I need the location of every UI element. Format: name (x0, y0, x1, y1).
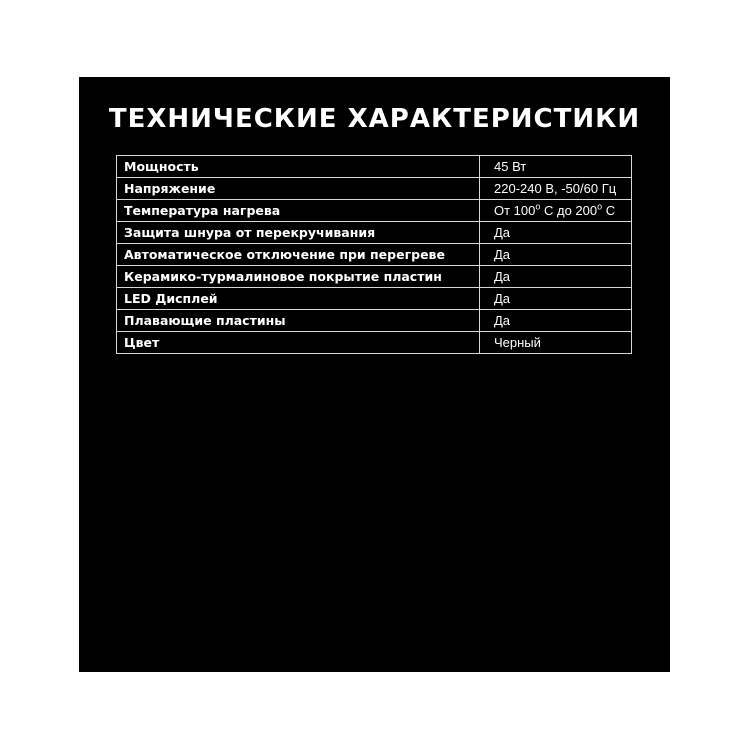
spec-value: Да (480, 244, 632, 266)
specs-table (116, 155, 632, 354)
spec-value: Да (480, 310, 632, 332)
spec-param: Мощность (117, 156, 480, 178)
spec-value: Черный (480, 332, 632, 354)
page-title: ТЕХНИЧЕСКИЕ ХАРАКТЕРИСТИКИ (108, 104, 641, 134)
table-row (117, 178, 632, 200)
table-row (117, 244, 632, 266)
spec-value: Да (480, 266, 632, 288)
specs-panel (79, 77, 670, 672)
spec-param: Керамико-турмалиновое покрытие пластин (117, 266, 480, 288)
spec-param: Напряжение (117, 178, 480, 200)
temp-unit-text: С (602, 203, 616, 218)
degree-mark: о (597, 201, 603, 212)
spec-value: Да (480, 222, 632, 244)
spec-param: Цвет (117, 332, 480, 354)
spec-param: Плавающие пластины (117, 310, 480, 332)
temp-from-text: От 100 (494, 203, 536, 218)
table-row (117, 310, 632, 332)
spec-param: LED Дисплей (117, 288, 480, 310)
table-row (117, 222, 632, 244)
table-row (117, 156, 632, 178)
spec-value: 45 Вт (480, 156, 632, 178)
spec-param: Защита шнура от перекручивания (117, 222, 480, 244)
spec-param: Автоматическое отключение при перегреве (117, 244, 480, 266)
table-row (117, 200, 632, 222)
table-row (117, 332, 632, 354)
spec-value: 220-240 В, -50/60 Гц (480, 178, 632, 200)
table-row (117, 288, 632, 310)
degree-mark: о (535, 201, 541, 212)
spec-value: Да (480, 288, 632, 310)
spec-param: Температура нагрева (117, 200, 480, 222)
temp-to-text: С до 200 (540, 203, 598, 218)
table-row (117, 266, 632, 288)
spec-value (480, 200, 632, 222)
